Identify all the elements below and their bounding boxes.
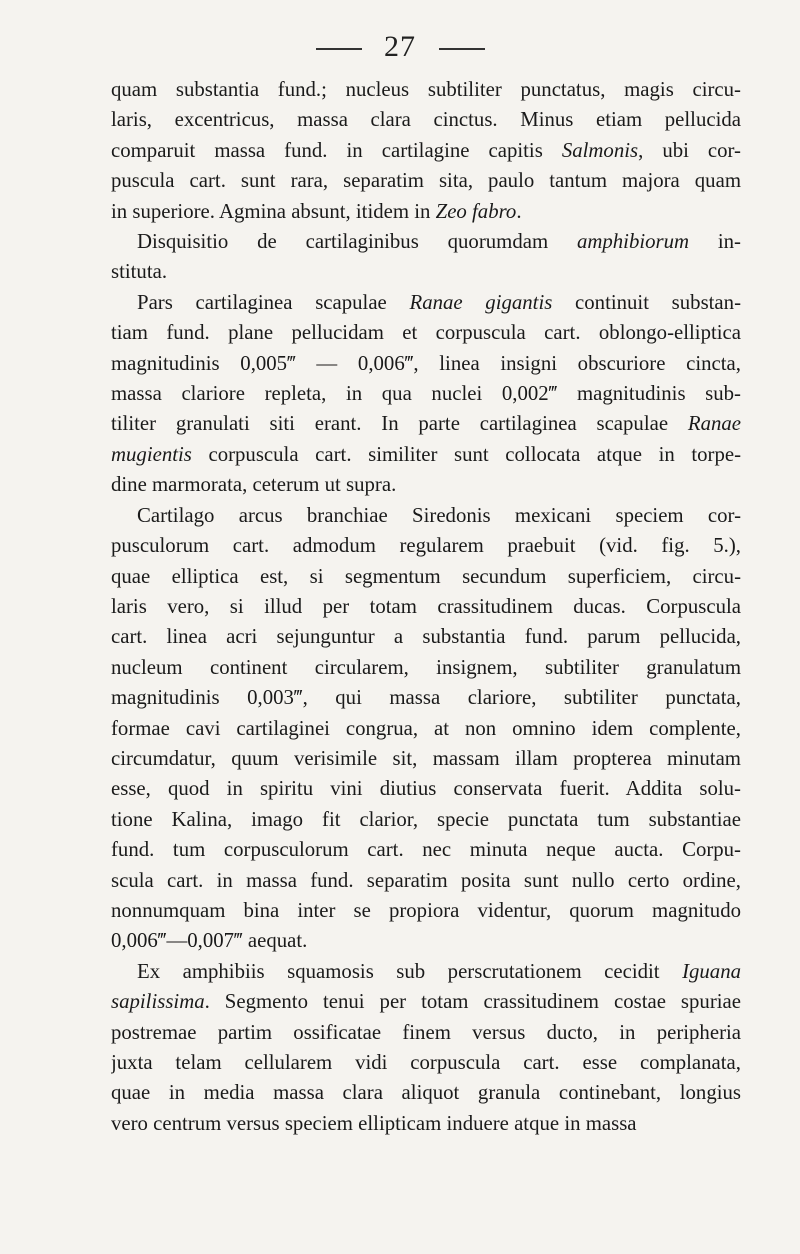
- text-line: scula cart. in massa fund. separatim posita sunt nullo certo ordine,: [111, 868, 741, 892]
- text-line: circumdatur, quum verisimile sit, massam illam propterea minutam: [111, 746, 741, 770]
- text-line: puscula cart. sunt rara, separatim sita, paulo tantum majora quam: [111, 169, 741, 193]
- header-rule-right: [439, 48, 485, 50]
- text-line: in superiore. Agmina absunt, itidem in Zeo fabro.: [111, 199, 522, 223]
- text-line: mugientis corpuscula cart. similiter sunt collocata atque in torpe-: [111, 442, 741, 466]
- text-line: sapilissima. Segmento tenui per totam crassitudinem costae spuriae: [111, 990, 741, 1014]
- text-line: vero centrum versus speciem ellipticam induere atque in massa: [111, 1111, 637, 1135]
- text-line: quae elliptica est, si segmentum secundum superficiem, circu-: [111, 564, 741, 588]
- text-line: magnitudinis 0,005‴ — 0,006‴, linea insigni obscuriore cincta,: [111, 351, 741, 375]
- text-line: postremae partim ossificatae finem versus ducto, in peripheria: [111, 1020, 741, 1044]
- text-line: nucleum continent circularem, insignem, subtiliter granulatum: [111, 655, 741, 679]
- header-rule-left: [316, 48, 362, 50]
- text-line: Ex amphibiis squamosis sub perscrutationem cecidit Iguana: [137, 959, 741, 983]
- text-line: tione Kalina, imago fit clarior, specie punctata tum substantiae: [111, 807, 741, 831]
- text-line: formae cavi cartilaginei congrua, at non omnino idem complente,: [111, 716, 741, 740]
- text-line: esse, quod in spiritu vini diutius conservata fuerit. Addita solu-: [111, 777, 741, 801]
- text-line: 0,006‴—0,007‴ aequat.: [111, 929, 308, 953]
- text-line: stituta.: [111, 260, 168, 284]
- text-line: cart. linea acri sejunguntur a substantia fund. parum pellucida,: [111, 625, 741, 649]
- text-line: comparuit massa fund. in cartilagine capitis Salmonis, ubi cor-: [111, 138, 741, 162]
- text-line: juxta telam cellularem vidi corpuscula cart. esse complanata,: [111, 1051, 741, 1074]
- paragraph: [111, 288, 741, 501]
- text-line: nonnumquam bina inter se propiora videntur, quorum magnitudo: [111, 898, 741, 922]
- text-line: pusculorum cart. admodum regularem praebuit (vid. fig. 5.),: [111, 534, 741, 558]
- text-line: Cartilago arcus branchiae Siredonis mexicani speciem cor-: [137, 503, 741, 527]
- text-line: quam substantia fund.; nucleus subtiliter punctatus, magis circu-: [111, 78, 741, 101]
- paragraph: [111, 227, 741, 288]
- text-line: massa clariore repleta, in qua nuclei 0,002‴ magnitudinis sub-: [111, 382, 741, 406]
- text-line: dine marmorata, ceterum ut supra.: [111, 473, 397, 497]
- body-text: [111, 75, 741, 1139]
- text-line: tiliter granulati siti erant. In parte cartilaginea scapulae Ranae: [111, 412, 741, 436]
- text-line: quae in media massa clara aliquot granula continebant, longius: [111, 1081, 741, 1105]
- paragraph: [111, 957, 741, 1139]
- text-line: Disquisitio de cartilaginibus quorumdam amphibiorum in-: [137, 230, 741, 254]
- text-line: magnitudinis 0,003‴, qui massa clariore, subtiliter punctata,: [111, 686, 741, 710]
- paragraph: [111, 75, 741, 227]
- text-line: laris, excentricus, massa clara cinctus. Minus etiam pellucida: [111, 108, 741, 132]
- page-header: [0, 30, 800, 64]
- text-line: tiam fund. plane pellucidam et corpuscula cart. oblongo-elliptica: [111, 321, 741, 345]
- text-line: laris vero, si illud per totam crassitudinem ducas. Corpuscula: [111, 594, 741, 618]
- text-line: Pars cartilaginea scapulae Ranae gigantis continuit substan-: [137, 290, 741, 314]
- text-line: fund. tum corpusculorum cart. nec minuta neque aucta. Corpu-: [111, 838, 741, 862]
- paragraph: [111, 501, 741, 957]
- page-number: 27: [384, 30, 416, 63]
